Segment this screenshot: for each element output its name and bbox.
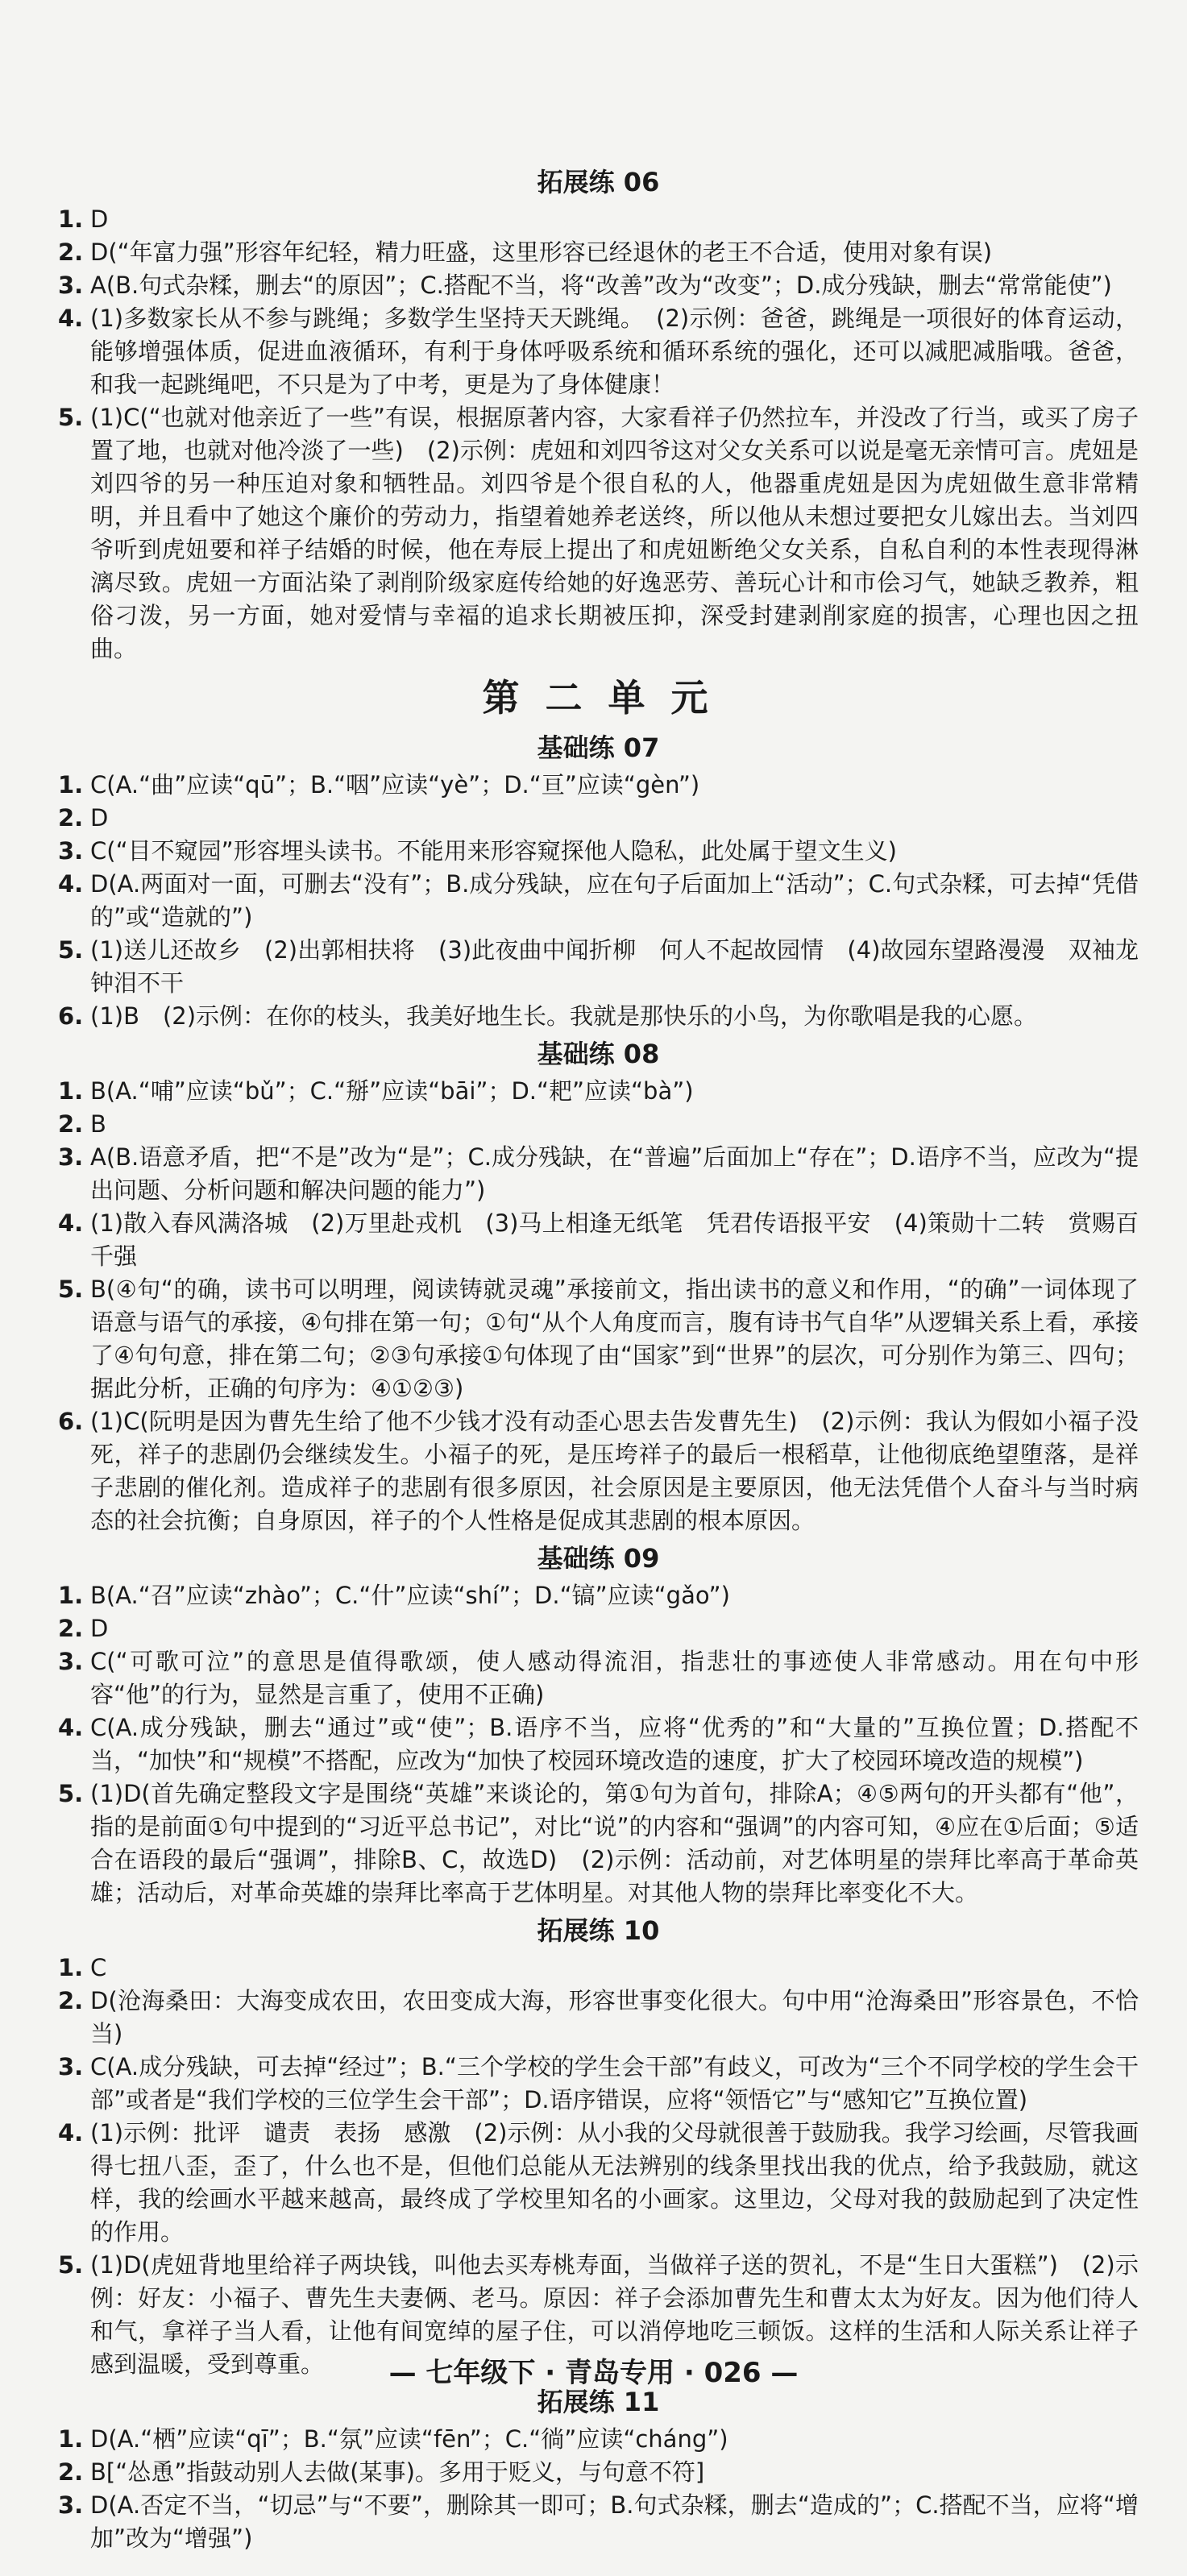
answer-number: 5. xyxy=(58,404,84,431)
section-heading: 基础练 08 xyxy=(537,1039,660,1069)
answer-text: D(沧海桑田：大海变成农田，农田变成大海，形容世事变化很大。句中用“沧海桑田”形容景色，不恰当) xyxy=(90,1987,1139,2047)
answer-text: B[“怂恿”指鼓动别人去做(某事)。多用于贬义，与句意不符] xyxy=(90,2458,705,2486)
answer-item xyxy=(58,1273,1139,1405)
answer-item xyxy=(58,835,1139,868)
answer-number: 1. xyxy=(58,1582,84,1609)
unit-heading: 第 二 单 元 xyxy=(482,676,715,720)
answer-number: 3. xyxy=(58,1648,84,1675)
answer-number: 3. xyxy=(58,272,84,299)
answer-text: D(“年富力强”形容年纪轻，精力旺盛，这里形容已经退休的老王不合适，使用对象有误) xyxy=(90,239,993,266)
answer-item xyxy=(58,1000,1139,1033)
answer-text: (1)送儿还故乡 (2)出郭相扶将 (3)此夜曲中闻折柳 何人不起故园情 (4)故园东望路漫漫 双袖龙钟泪不干 xyxy=(90,936,1139,997)
answer-text: (1)C(“也就对他亲近了一些”有误，根据原著内容，大家看祥子仍然拉车，并没改了行当，或买了房子置了地，也就对他冷淡了一些) (2)示例：虎妞和刘四爷这对父女关系可以说是毫无亲情可言。虎妞是刘四爷的另一种压迫对象和牺牲品。刘四爷是个很自私的人，他器重虎妞是因为虎妞做生意非常精明，并且看中了她这个廉价的劳动力，指望着她养老送终，所以他从未想过要把女儿嫁出去。当刘四爷听到虎妞要和祥子结婚的时候，他在寿辰上提出了和虎妞断绝父女关系，自私自利的本性表现得淋漓尽致。虎妞一方面沾染了剥削阶级家庭传给她的好逸恶劳、善玩心计和市侩习气，她缺乏教养，粗俗刁泼，另一方面，她对爱情与幸福的追求长期被压抑，深受封建剥削家庭的损害，心理也因之扭曲。 xyxy=(90,404,1139,662)
answer-text: B(④句“的确，读书可以明理，阅读铸就灵魂”承接前文，指出读书的意义和作用，“的确”一词体现了语意与语气的承接，④句排在第一句；①句“从个人角度而言，腹有诗书气自华”从逻辑关系上看，承接了④句句意，排在第二句；②③句承接①句体现了由“国家”到“世界”的层次，可分别作为第三、四句；据此分析，正确的句序为：④①②③) xyxy=(90,1276,1139,1402)
answer-text: C(A.“曲”应读“qū”；B.“咽”应读“yè”；D.“亘”应读“gèn”) xyxy=(90,771,700,799)
answer-text: C(“可歌可泣”的意思是值得歌颂，使人感动得流泪，指悲壮的事迹使人非常感动。用在句中形容“他”的行为，显然是言重了，使用不正确) xyxy=(90,1648,1139,1708)
answer-text: (1)B (2)示例：在你的枝头，我美好地生长。我就是那快乐的小鸟，为你歌唱是我的心愿。 xyxy=(90,1002,1038,1030)
answer-text: C xyxy=(90,1954,107,1981)
answer-number: 1. xyxy=(58,771,84,799)
answer-text: B(A.“召”应读“zhào”；C.“什”应读“shí”；D.“镐”应读“gǎo”) xyxy=(90,1582,730,1609)
answer-item xyxy=(58,1645,1139,1711)
answer-number: 2. xyxy=(58,804,84,832)
answer-number: 4. xyxy=(58,1714,84,1741)
answer-item xyxy=(58,802,1139,835)
answer-item xyxy=(58,203,1139,236)
answer-number: 3. xyxy=(58,2053,84,2080)
answer-item xyxy=(58,934,1139,1000)
answer-number: 2. xyxy=(58,1110,84,1138)
answer-item xyxy=(58,1075,1139,1108)
answer-number: 6. xyxy=(58,1002,84,1030)
answer-item xyxy=(58,1711,1139,1777)
answer-item xyxy=(58,2456,1139,2489)
answer-item xyxy=(58,1579,1139,1612)
answer-item xyxy=(58,302,1139,401)
answer-item xyxy=(58,269,1139,302)
answer-number: 6. xyxy=(58,1408,84,1435)
answer-text: C(A.成分残缺，删去“通过”或“使”；B.语序不当，应将“优秀的”和“大量的”互换位置；D.搭配不当，“加快”和“规模”不搭配，应改为“加快了校园环境改造的速度，扩大了校园环境改造的规模”) xyxy=(90,1714,1139,1774)
answer-number: 1. xyxy=(58,1077,84,1105)
answer-number: 5. xyxy=(58,1780,84,1807)
page-footer: — 七年级下 · 青岛专用 · 026 — xyxy=(388,2357,799,2389)
answer-number: 2. xyxy=(58,239,84,266)
answer-item xyxy=(58,1985,1139,2051)
answer-item xyxy=(58,1108,1139,1141)
answer-text: D(A.否定不当，“切忌”与“不要”，删除其一即可；B.句式杂糅，删去“造成的”；C.搭配不当，应将“增加”改为“增强”) xyxy=(90,2491,1139,2552)
answer-text: (1)示例：批评 谴责 表扬 感激 (2)示例：从小我的父母就很善于鼓励我。我学习绘画，尽管我画得七扭八歪，歪了，什么也不是，但他们总能从无法辨别的线条里找出我的优点，给予我鼓励，就这样，我的绘画水平越来越高，最终成了学校里知名的小画家。这里边，父母对我的鼓励起到了决定性的作用。 xyxy=(90,2119,1139,2246)
answer-text: A(B.句式杂糅，删去“的原因”；C.搭配不当，将“改善”改为“改变”；D.成分残缺，删去“常常能使”) xyxy=(90,272,1112,299)
answer-item xyxy=(58,2489,1139,2555)
answer-text: (1)C(阮明是因为曹先生给了他不少钱才没有动歪心思去告发曹先生) (2)示例：我认为假如小福子没死，祥子的悲剧仍会继续发生。小福子的死，是压垮祥子的最后一根稻草，让他彻底绝望堕落，是祥子悲剧的催化剂。造成祥子的悲剧有很多原因，社会原因是主要原因，他无法凭借个人奋斗与当时病态的社会抗衡；自身原因，祥子的个人性格是促成其悲剧的根本原因。 xyxy=(90,1408,1139,1534)
answer-item xyxy=(58,236,1139,269)
answer-text: C(A.成分残缺，可去掉“经过”；B.“三个学校的学生会干部”有歧义，可改为“三个不同学校的学生会干部”或者是“我们学校的三位学生会干部”；D.语序错误，应将“领悟它”与“感知它”互换位置) xyxy=(90,2053,1139,2113)
answer-item xyxy=(58,868,1139,934)
answer-item xyxy=(58,1777,1139,1910)
answer-text: D(A.“栖”应读“qī”；B.“氛”应读“fēn”；C.“徜”应读“cháng”) xyxy=(90,2425,728,2453)
answer-number: 1. xyxy=(58,2425,84,2453)
answer-number: 3. xyxy=(58,2491,84,2519)
answer-text: (1)D(虎妞背地里给祥子两块钱，叫他去买寿桃寿面，当做祥子送的贺礼，不是“生日大蛋糕”) (2)示例：好友：小福子、曹先生夫妻俩、老马。原因：祥子会添加曹先生和曹太太为好友。因为他们待人和气，拿祥子当人看，让他有间宽绰的屋子住，可以消停地吃三顿饭。这样的生活和人际关系让祥子感到温暖，受到尊重。 xyxy=(90,2251,1139,2378)
answer-text: B(A.“哺”应读“bǔ”；C.“掰”应读“bāi”；D.“耙”应读“bà”) xyxy=(90,1077,694,1105)
section-heading: 基础练 09 xyxy=(537,1543,660,1574)
answer-item xyxy=(58,2423,1139,2456)
answer-item xyxy=(58,769,1139,802)
section-heading: 拓展练 06 xyxy=(537,167,660,197)
answer-number: 4. xyxy=(58,2119,84,2147)
answer-number: 1. xyxy=(58,1954,84,1981)
answer-item xyxy=(58,1405,1139,1537)
answer-item xyxy=(58,1612,1139,1645)
answer-text: C(“目不窥园”形容埋头读书。不能用来形容窥探他人隐私，此处属于望文生义) xyxy=(90,837,897,865)
section-heading: 基础练 07 xyxy=(537,732,660,763)
answer-item xyxy=(58,401,1139,666)
answer-text: D xyxy=(90,205,109,233)
answer-number: 5. xyxy=(58,936,84,964)
answer-text: A(B.语意矛盾，把“不是”改为“是”；C.成分残缺，在“普遍”后面加上“存在”；D.语序不当，应改为“提出问题、分析问题和解决问题的能力”) xyxy=(90,1143,1139,1204)
answer-item xyxy=(58,1952,1139,1985)
answer-text: (1)散入春风满洛城 (2)万里赴戎机 (3)马上相逢无纸笔 凭君传语报平安 (4)策勋十二转 赏赐百千强 xyxy=(90,1209,1139,1270)
answer-number: 4. xyxy=(58,870,84,898)
answer-number: 3. xyxy=(58,1143,84,1171)
answer-number: 4. xyxy=(58,305,84,332)
answer-number: 2. xyxy=(58,2458,84,2486)
answer-text: (1)D(首先确定整段文字是围绕“英雄”来谈论的，第①句为首句，排除A；④⑤两句的开头都有“他”，指的是前面①句中提到的“习近平总书记”，对比“说”的内容和“强调”的内容可知，④应在①后面；⑤适合在语段的最后“强调”，排除B、C，故选D) (2)示例：活动前，对艺体明星的崇拜比率高于革命英雄；活动后，对革命英雄的崇拜比率高于艺体明星。对其他人物的崇拜比率变化不大。 xyxy=(90,1780,1139,1906)
answer-text: B xyxy=(90,1110,106,1138)
answer-number: 4. xyxy=(58,1209,84,1237)
answer-number: 2. xyxy=(58,1987,84,2014)
answer-text: (1)多数家长从不参与跳绳；多数学生坚持天天跳绳。 (2)示例：爸爸，跳绳是一项很好的体育运动，能够增强体质，促进血液循环，有利于身体呼吸系统和循环系统的强化，还可以减肥减脂哦。爸爸，和我一起跳绳吧，不只是为了中考，更是为了身体健康！ xyxy=(90,305,1139,398)
answer-item xyxy=(58,2117,1139,2249)
answer-number: 2. xyxy=(58,1615,84,1642)
answer-content xyxy=(58,161,1139,2555)
answer-text: D xyxy=(90,1615,109,1642)
answer-number: 5. xyxy=(58,2251,84,2279)
answer-item xyxy=(58,1207,1139,1273)
answer-item xyxy=(58,1141,1139,1207)
answer-text: D(A.两面对一面，可删去“没有”；B.成分残缺，应在句子后面加上“活动”；C.句式杂糅，可去掉“凭借的”或“造就的”) xyxy=(90,870,1139,931)
section-heading: 拓展练 11 xyxy=(537,2387,660,2417)
answer-text: D xyxy=(90,804,109,832)
answer-number: 3. xyxy=(58,837,84,865)
answer-item xyxy=(58,2051,1139,2117)
answer-number: 1. xyxy=(58,205,84,233)
section-heading: 拓展练 10 xyxy=(537,1915,660,1946)
answer-number: 5. xyxy=(58,1276,84,1303)
